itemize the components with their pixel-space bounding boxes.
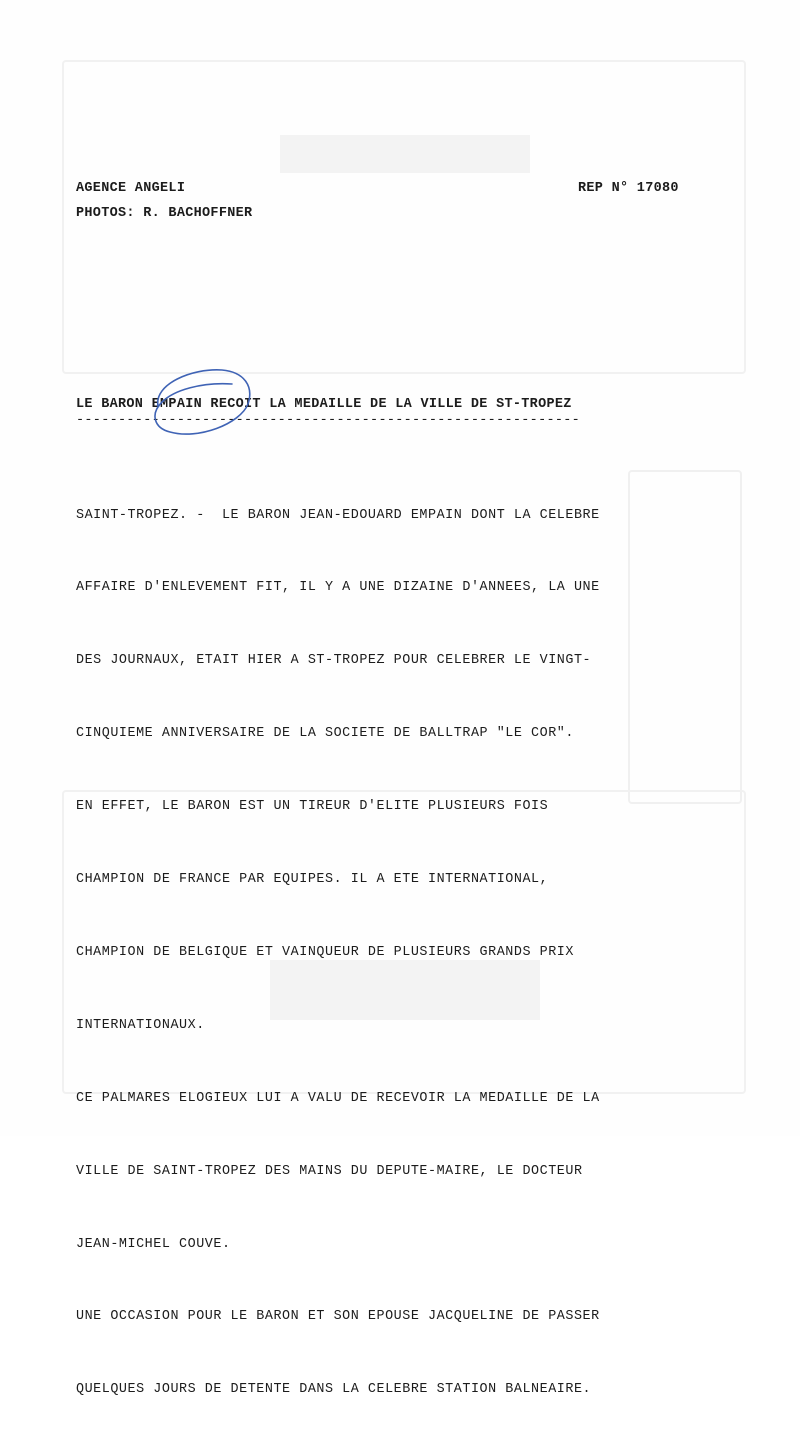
report-number: REP N° 17080 [578,181,679,196]
body-line: JEAN-MICHEL COUVE. [76,1236,231,1252]
body-line: QUELQUES JOURS DE DETENTE DANS LA CELEBRE STATION BALNEAIRE. [76,1382,592,1398]
body-line: CE PALMARES ELOGIEUX LUI A VALU DE RECEVOIR LA MEDAILLE DE LA [76,1090,600,1106]
body-line: SAINT-TROPEZ. - LE BARON JEAN-EDOUARD EMPAIN DONT LA CELEBRE [76,507,600,523]
headline-underline: ------------------------------------------------------------ [76,413,581,428]
article-body [76,455,676,1451]
body-line: EN EFFET, LE BARON EST UN TIREUR D'ELITE PLUSIEURS FOIS [76,799,549,815]
body-line: AFFAIRE D'ENLEVEMENT FIT, IL Y A UNE DIZAINE D'ANNEES, LA UNE [76,580,600,596]
body-line: DES JOURNAUX, ETAIT HIER A ST-TROPEZ POUR CELEBRER LE VINGT- [76,653,592,669]
pen-circle-annotation [140,362,260,442]
body-line: CINQUIEME ANNIVERSAIRE DE LA SOCIETE DE BALLTRAP "LE COR". [76,726,574,742]
body-line: CHAMPION DE BELGIQUE ET VAINQUEUR DE PLUSIEURS GRANDS PRIX [76,944,574,960]
ghost-bar-top [280,135,530,173]
body-line: UNE OCCASION POUR LE BARON ET SON EPOUSE JACQUELINE DE PASSER [76,1309,600,1325]
agency-name: AGENCE ANGELI [76,181,186,196]
body-line: CHAMPION DE FRANCE PAR EQUIPES. IL A ETE INTERNATIONAL, [76,872,549,888]
headline-title: LE BARON EMPAIN RECOIT LA MEDAILLE DE LA VILLE DE ST-TROPEZ [76,397,572,412]
body-line: VILLE DE SAINT-TROPEZ DES MAINS DU DEPUTE-MAIRE, LE DOCTEUR [76,1163,583,1179]
header-right [578,176,679,201]
header-left [76,176,252,226]
body-line: INTERNATIONAUX. [76,1017,205,1033]
photographer-credit: PHOTOS: R. BACHOFFNER [76,206,253,221]
